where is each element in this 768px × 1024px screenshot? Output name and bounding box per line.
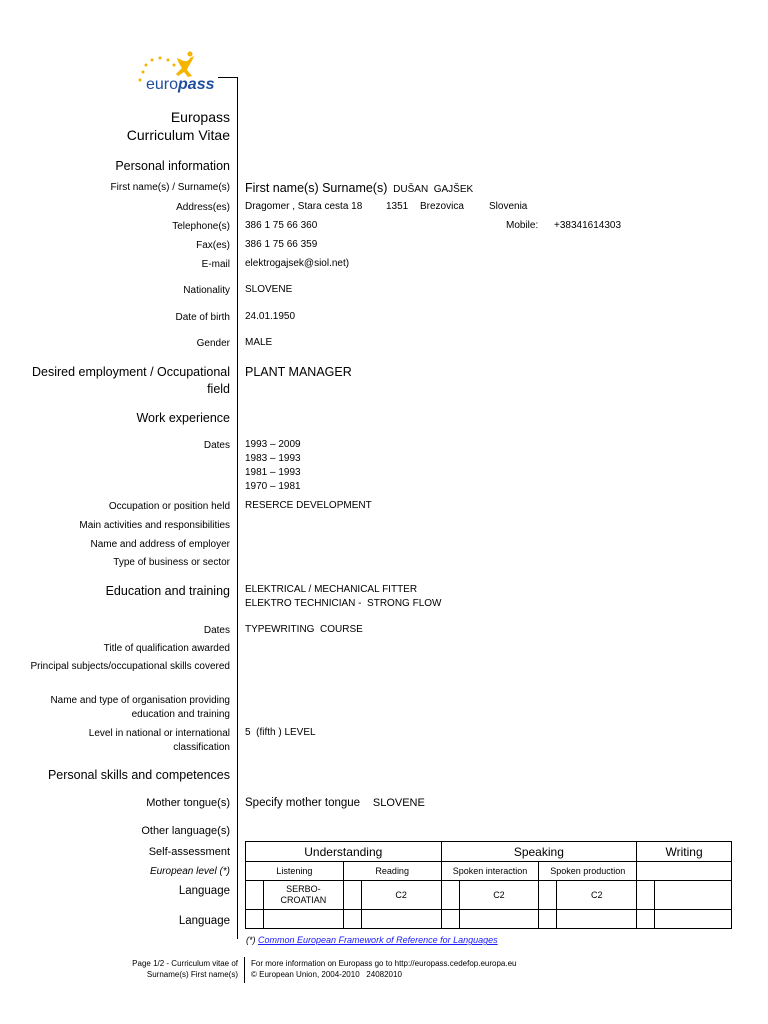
- work-dates-label: Dates: [203, 440, 230, 451]
- gender-value: MALE: [245, 337, 273, 348]
- address-label: Address(es): [176, 202, 230, 213]
- name-label: First name(s) / Surname(s): [110, 182, 230, 193]
- education-dates-value: TYPEWRITING COURSE: [245, 624, 363, 635]
- other-languages-label: Other language(s): [141, 825, 230, 837]
- spoken-production-header: Spoken production: [539, 862, 637, 881]
- logo-text-euro: euro: [146, 76, 179, 93]
- understanding-header: Understanding: [246, 842, 442, 862]
- employer-label: Name and address of employer: [90, 539, 230, 550]
- mobile-label: Mobile:: [506, 220, 539, 231]
- cv-title-line1: Europass: [170, 109, 230, 125]
- nationality-value: SLOVENE: [245, 284, 293, 295]
- footer-page-info: Page 1/2 - Curriculum vitae of: [132, 959, 238, 968]
- email-label: E-mail: [201, 259, 230, 270]
- mother-tongue-label: Mother tongue(s): [146, 797, 230, 809]
- address-street: Dragomer , Stara cesta 18: [245, 201, 363, 212]
- language1-name: SERBO-CROATIAN: [263, 881, 343, 910]
- listening-header: Listening: [246, 862, 344, 881]
- mother-tongue-value: SLOVENE: [372, 797, 425, 809]
- name-value: DUŠAN GAJŠEK: [393, 184, 474, 195]
- education-dates-label: Dates: [203, 625, 230, 636]
- footer-europass-info: For more information on Europass go to http://europass.cedefop.europa.eu: [251, 959, 517, 968]
- footnote-mark: (*): [246, 935, 256, 945]
- mother-tongue-value-label: Specify mother tongue: [245, 797, 361, 809]
- telephone-label: Telephone(s): [172, 221, 230, 232]
- column-divider: [237, 77, 238, 939]
- language1-production: C2: [557, 881, 637, 910]
- framework-link[interactable]: Common European Framework of Reference for Languages: [258, 935, 498, 945]
- desired-employment-heading: Desired employment / Occupational field: [31, 365, 230, 396]
- address-country: Slovenia: [489, 201, 528, 212]
- desired-employment-value: PLANT MANAGER: [245, 365, 352, 379]
- language1-interaction: C2: [459, 881, 539, 910]
- speaking-header: Speaking: [441, 842, 637, 862]
- education-heading: Education and training: [105, 584, 230, 598]
- education-heading-value: ELEKTRICAL / MECHANICAL FITTER ELEKTRO TECHNICIAN - STRONG FLOW: [245, 584, 442, 609]
- fax-value: 386 1 75 66 359: [245, 239, 318, 250]
- name-value-label: First name(s) Surname(s): [245, 181, 388, 195]
- telephone-value: 386 1 75 66 360: [245, 220, 318, 231]
- footer-divider: [244, 957, 245, 983]
- column-divider-top: [218, 77, 238, 78]
- personal-information-heading: Personal information: [115, 159, 230, 173]
- address-city: Brezovica: [420, 201, 464, 212]
- dob-label: Date of birth: [175, 312, 230, 323]
- organisation-label: Name and type of organisation providing education and training: [50, 695, 230, 720]
- mobile-value: +38341614303: [554, 220, 622, 231]
- language1-label: Language: [178, 885, 230, 897]
- spoken-interaction-header: Spoken interaction: [441, 862, 539, 881]
- work-dates-value: 1993 – 2009 1983 – 1993 1981 – 1993 1970 – 1981: [245, 439, 301, 492]
- level-label: Level in national or international classification: [88, 728, 230, 753]
- writing-header: Writing: [637, 842, 732, 862]
- europass-logo: [132, 50, 227, 96]
- language1-reading: C2: [361, 881, 441, 910]
- business-label: Type of business or sector: [113, 557, 230, 568]
- fax-label: Fax(es): [196, 240, 230, 251]
- logo-text-pass: pass: [178, 76, 215, 93]
- level-value: 5 (fifth ) LEVEL: [245, 727, 316, 738]
- cv-title-line2: Curriculum Vitae: [126, 127, 230, 143]
- nationality-label: Nationality: [183, 285, 230, 296]
- reading-header: Reading: [343, 862, 441, 881]
- footer-copyright: © European Union, 2004-2010 24082010: [251, 970, 402, 979]
- activities-label: Main activities and responsibilities: [79, 520, 230, 531]
- occupation-value: RESERCE DEVELOPMENT: [245, 500, 372, 511]
- dob-value: 24.01.1950: [245, 311, 296, 322]
- language2-label: Language: [178, 915, 230, 927]
- address-postcode: 1351: [386, 201, 409, 212]
- self-assessment-label: Self-assessment: [148, 846, 230, 858]
- writing-subheader: [637, 862, 732, 881]
- work-experience-heading: Work experience: [136, 411, 230, 425]
- european-level-label: European level (*): [149, 866, 230, 877]
- subjects-label: Principal subjects/occupational skills covered: [30, 661, 230, 672]
- skills-heading: Personal skills and competences: [47, 768, 230, 782]
- language-table: [245, 841, 732, 929]
- occupation-label: Occupation or position held: [108, 501, 230, 512]
- footer-name-info: Surname(s) First name(s): [146, 970, 238, 979]
- qualification-label: Title of qualification awarded: [103, 643, 230, 654]
- gender-label: Gender: [196, 338, 230, 349]
- email-value[interactable]: elektrogajsek@siol.net): [245, 258, 350, 269]
